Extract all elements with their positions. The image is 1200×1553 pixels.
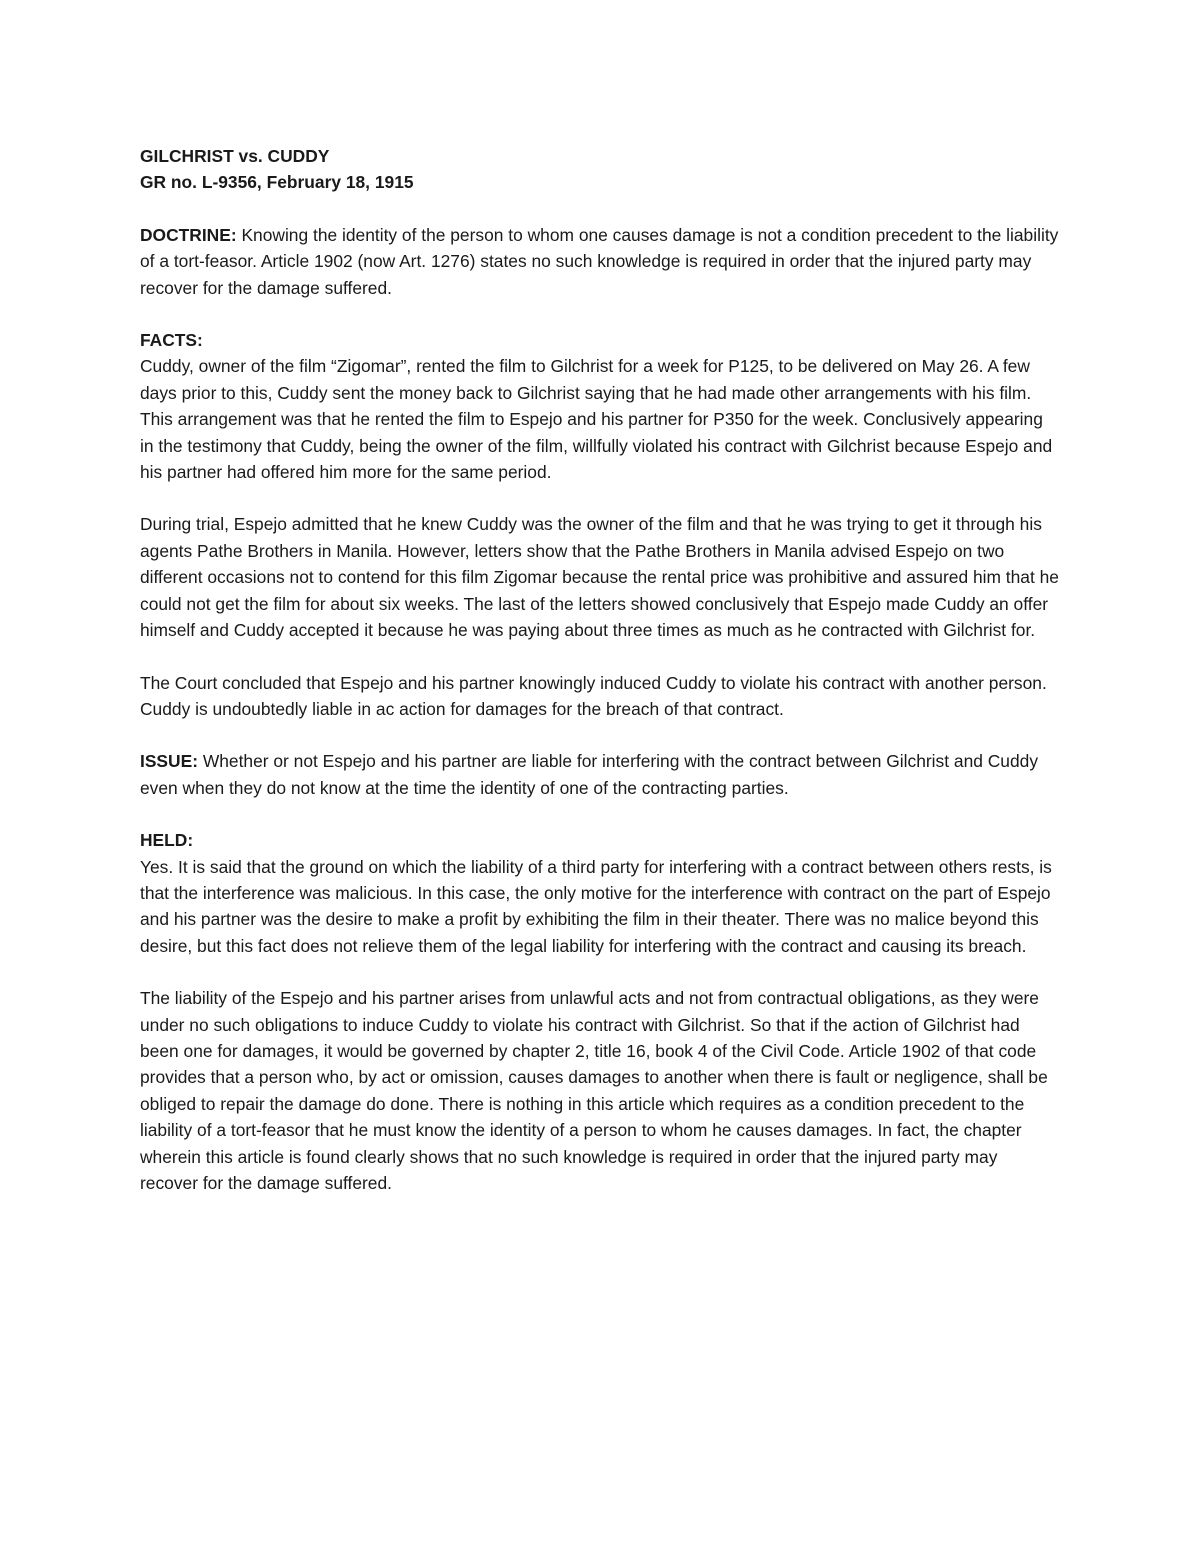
held-text-1: Yes. It is said that the ground on which the liability of a third party for interfering with a contract between others rests, is that the interference was malicious. In this case, the only motive for the interference with contract on the part of Espejo and his partner was the desire to make a profit by exhibiting the film in their theater. There was no malice beyond this desire, but this fact does not relieve them of the legal liability for interfering with the contract and causing its breach. [140,856,1052,956]
held-heading: HELD: [140,830,194,851]
doctrine-section [140,222,1060,301]
facts-heading: FACTS: [140,330,203,351]
title-block [140,143,1060,196]
case-reference: GR no. L-9356, February 18, 1915 [140,172,414,193]
facts-text-3: The Court concluded that Espejo and his partner knowingly induced Cuddy to violate his contract with another person. Cuddy is undoubtedly liable in ac action for damages for the breach of that contract. [140,672,1047,719]
facts-paragraph-3 [140,670,1060,723]
facts-paragraph-2 [140,511,1060,643]
held-paragraph-1 [140,827,1060,959]
doctrine-label: DOCTRINE: [140,224,237,245]
issue-text: Whether or not Espejo and his partner are liable for interfering with the contract between Gilchrist and Cuddy even when they do not know at the time the identity of one of the contracting parties. [140,751,1039,798]
facts-paragraph-1 [140,327,1060,485]
case-title: GILCHRIST vs. CUDDY [140,146,330,166]
facts-text-2: During trial, Espejo admitted that he knew Cuddy was the owner of the film and that he was trying to get it through his agents Pathe Brothers in Manila. However, letters show that the Pathe Brothers in Manila advised Espejo on two different occasions not to contend for this film Zigomar because the rental price was prohibitive and assured him that he could not get the film for about six weeks. The last of the letters showed conclusively that Espejo made Cuddy an offer himself and Cuddy accepted it because he was paying about three times as much as he contracted with Gilchrist for. [140,514,1059,641]
facts-text-1: Cuddy, owner of the film “Zigomar”, rented the film to Gilchrist for a week for P125, to be delivered on May 26. A few days prior to this, Cuddy sent the money back to Gilchrist saying that he had made other arrangements with his film. This arrangement was that he rented the film to Espejo and his partner for P350 for the week. Conclusively appearing in the testimony that Cuddy, being the owner of the film, willfully violated his contract with Gilchrist because Espejo and his partner had offered him more for the same period. [140,356,1053,483]
held-paragraph-2 [140,985,1060,1196]
held-text-2: The liability of the Espejo and his partner arises from unlawful acts and not from contractual obligations, as they were under no such obligations to induce Cuddy to violate his contract with Gilchrist. So that if the action of Gilchrist had been one for damages, it would be governed by chapter 2, title 16, book 4 of the Civil Code. Article 1902 of that code provides that a person who, by act or omission, causes damages to another when there is fault or negligence, shall be obliged to repair the damage do done. There is nothing in this article which requires as a condition precedent to the liability of a tort-feasor that he must know the identity of a person to whom he causes damages. In fact, the chapter wherein this article is found clearly shows that no such knowledge is required in order that the injured party may recover for the damage suffered. [140,988,1048,1193]
issue-section [140,748,1060,801]
doctrine-text: Knowing the identity of the person to whom one causes damage is not a condition precedent to the liability of a tort-feasor. Article 1902 (now Art. 1276) states no such knowledge is required in order that the injured party may recover for the damage suffered. [140,224,1059,298]
issue-label: ISSUE: [140,751,198,772]
